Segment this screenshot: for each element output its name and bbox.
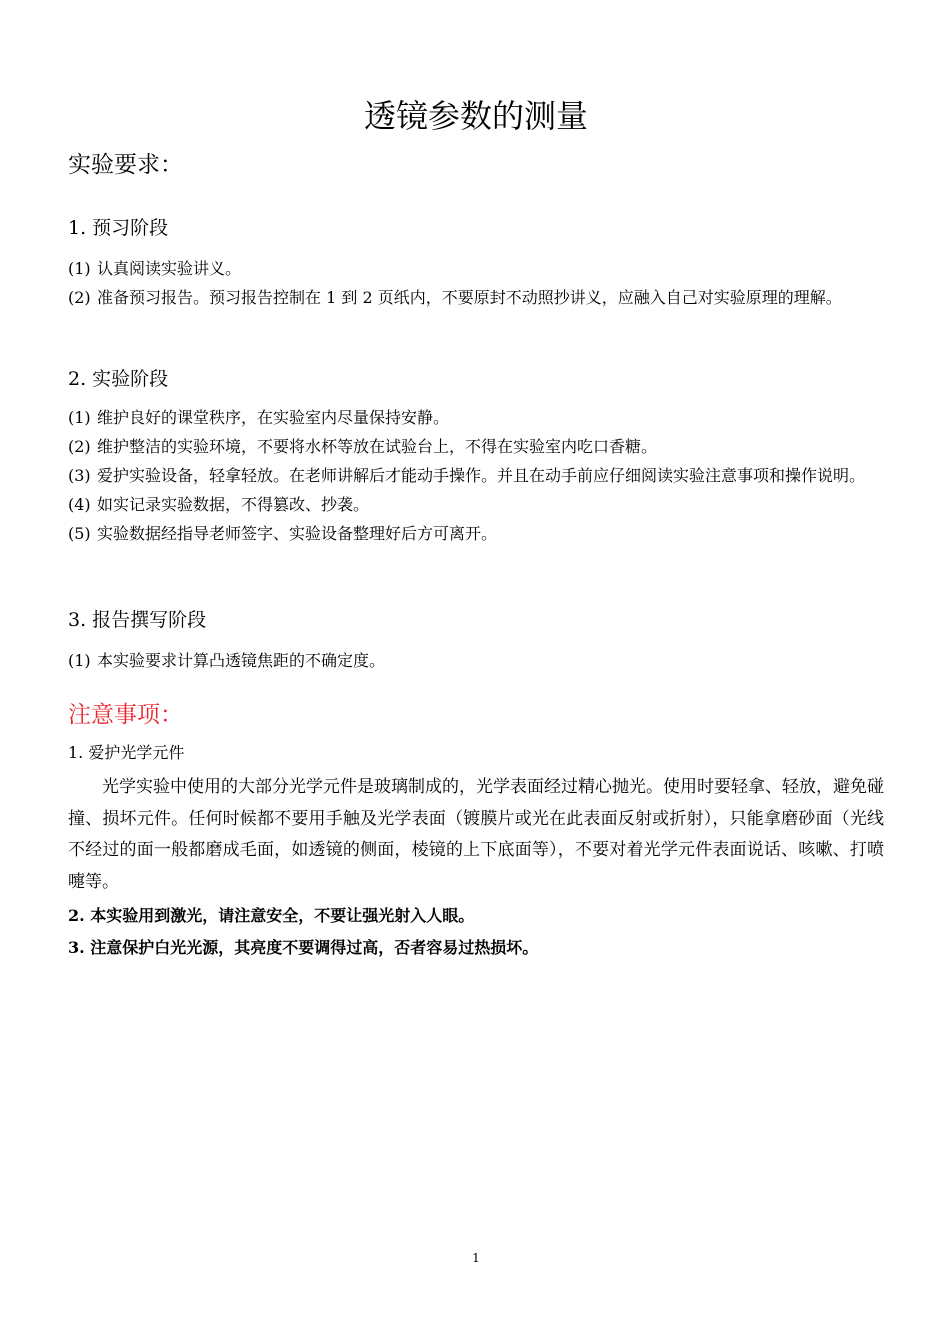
notice-1-title: [68, 742, 184, 764]
list-item: [68, 254, 884, 283]
notice-2: 2. 本实验用到激光，请注意安全，不要让强光射入人眼。: [68, 906, 475, 925]
list-item-number: (1): [68, 408, 91, 427]
document-page: [68, 0, 884, 1344]
list-item-text: 爱护实验设备，轻拿轻放。在老师讲解后才能动手操作。并且在动手前应仔细阅读实验注意事项和操作说明。: [97, 466, 866, 485]
list-item-text: 如实记录实验数据，不得篡改、抄袭。: [97, 495, 370, 514]
list-item: [68, 403, 884, 432]
list-item-text: 维护整洁的实验环境，不要将水杯等放在试验台上，不得在实验室内吃口香糖。: [97, 437, 658, 456]
notice-1-body: 光学实验中使用的大部分光学元件是玻璃制成的，光学表面经过精心抛光。使用时要轻拿、轻放，避免碰撞、损坏元件。任何时候都不要用手触及光学表面（镀膜片或光在此表面反射或折射），只能拿磨砂面（光线不经过的面一般都磨成毛面，如透镜的侧面，棱镜的上下底面等），不要对着光学元件表面说话、咳嗽、打喷嚏等。: [68, 777, 884, 892]
list-item-number: (5): [68, 524, 91, 543]
list-item-number: (3): [68, 466, 91, 485]
list-item-text: 认真阅读实验讲义。: [97, 259, 242, 278]
list-item-number: (1): [68, 259, 91, 278]
list-item-text: 准备预习报告。预习报告控制在 1 到 2 页纸内，不要原封不动照抄讲义，应融入自己对实验原理的理解。: [97, 288, 842, 307]
list-item-number: (1): [68, 651, 91, 670]
stage-1-heading: 1. 预习阶段: [68, 217, 169, 239]
notices-heading: 注意事项：: [68, 702, 183, 728]
list-item-text: 实验数据经指导老师签字、实验设备整理好后方可离开。: [97, 524, 498, 543]
list-item: [68, 490, 884, 519]
list-item-number: (4): [68, 495, 91, 514]
list-item-number: (2): [68, 437, 91, 456]
requirements-heading: 实验要求：: [68, 152, 183, 178]
list-item: [68, 461, 884, 490]
list-item: [68, 283, 884, 312]
stage-3-list: [68, 646, 884, 675]
list-item: [68, 646, 884, 675]
stage-2-list: [68, 403, 884, 548]
document-title: 透镜参数的测量: [363, 97, 588, 135]
notice-1-title-text: 1. 爱护光学元件: [68, 743, 185, 762]
notice-3: 3. 注意保护白光光源，其亮度不要调得过高，否者容易过热损坏。: [68, 938, 539, 957]
list-item: [68, 432, 884, 461]
stage-2-heading: 2. 实验阶段: [68, 368, 169, 390]
list-item-text: 本实验要求计算凸透镜焦距的不确定度。: [97, 651, 386, 670]
list-item: [68, 519, 884, 548]
stage-1-list: [68, 254, 884, 312]
list-item-text: 维护良好的课堂秩序，在实验室内尽量保持安静。: [97, 408, 450, 427]
list-item-number: (2): [68, 288, 91, 307]
stage-3-heading: 3. 报告撰写阶段: [68, 609, 207, 631]
page-number: 1: [472, 1251, 480, 1265]
